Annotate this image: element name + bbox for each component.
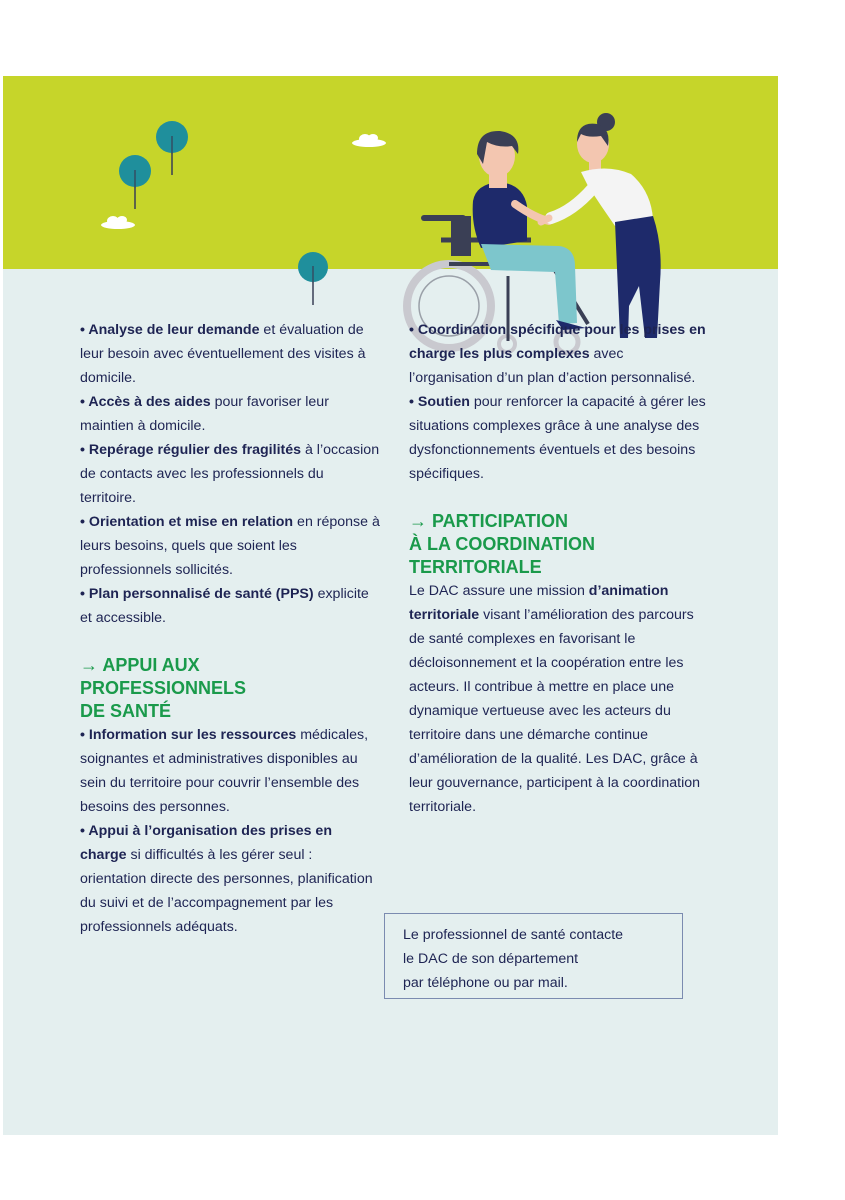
- list-item: • Appui à l’organisation des prises en charge si difficultés à les gérer seul : orientation directe des personnes, planification du suivi et de l’accompagnement par les professionnels adéquats.: [80, 823, 373, 935]
- cloud-icon: [101, 216, 135, 229]
- list-item: • Analyse de leur demande et évaluation de leur besoin avec éventuellement des visites à domicile.: [80, 322, 366, 386]
- list-item: • Repérage régulier des fragilités à l’occasion de contacts avec les professionnels du territoire.: [80, 442, 380, 506]
- tree-icon: [119, 155, 151, 209]
- contact-line: Le professionnel de santé contacte: [403, 927, 624, 943]
- tree-icon: [156, 121, 188, 175]
- list-item: • Coordination spécifique pour les prises en charge les plus complexes avec l’organisation d’un plan d’action personnalisé.: [409, 322, 706, 386]
- cloud-icon: [352, 134, 386, 147]
- contact-line: le DAC de son département: [403, 951, 579, 967]
- tree-icon: [298, 252, 328, 305]
- list-item: • Accès à des aides pour favoriser leur maintien à domicile.: [80, 394, 329, 434]
- list-item: • Orientation et mise en relation en réponse à leurs besoins, quels que soient les professionnels sollicités.: [80, 514, 380, 578]
- list-item: • Information sur les ressources médicales, soignantes et administratives disponibles au sein du territoire pour couvrir l’ensemble des besoins des personnes.: [80, 727, 369, 815]
- coordination-paragraph: Le DAC assure une mission d’animation territoriale visant l’amélioration des parcours de santé complexes en favorisant le décloisonnement et la coopération entre les acteurs. Il contribue à mettre en place une dynamique vertueuse avec les acteurs du territoire dans une démarche continue d’amélioration de la qualité. Les DAC, grâce à leur gouvernance, participent à la coordination territoriale.: [409, 583, 701, 815]
- right-column: [409, 318, 709, 819]
- contact-line: par téléphone ou par mail.: [403, 975, 568, 991]
- section-heading-appui: → APPUI AUX PROFESSIONNELS DE SANTÉ: [80, 655, 247, 721]
- section-heading-participation: → PARTICIPATION À LA COORDINATION TERRITORIALE: [409, 511, 595, 577]
- left-column: [80, 318, 380, 939]
- contact-box: [384, 913, 683, 999]
- list-item: • Soutien pour renforcer la capacité à gérer les situations complexes grâce à une analyse des dysfonctionnements éventuels et des besoins spécifiques.: [409, 394, 706, 482]
- list-item: • Plan personnalisé de santé (PPS) explicite et accessible.: [80, 586, 369, 626]
